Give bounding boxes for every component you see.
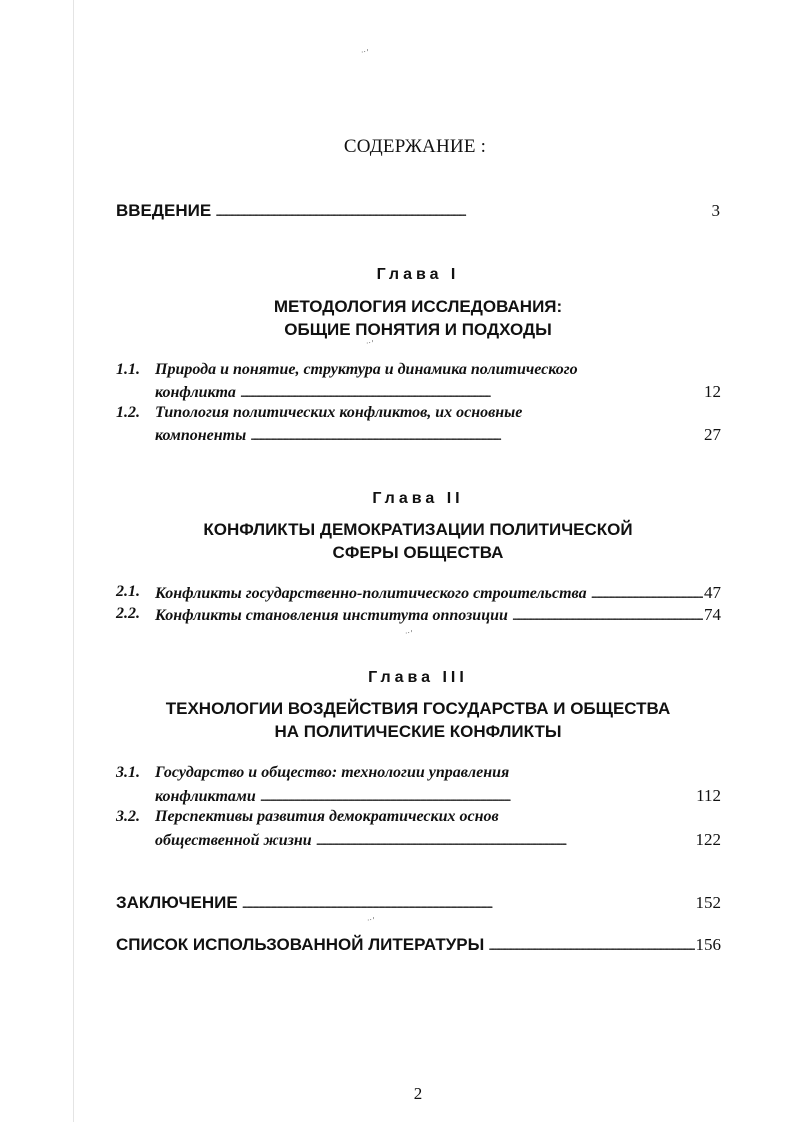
toc-entry-section[interactable]	[155, 583, 721, 603]
toc-page-number: 74	[704, 605, 721, 624]
toc-page-number: 27	[704, 425, 721, 444]
toc-page-number: 112	[696, 786, 721, 805]
contents-title: СОДЕРЖАНИЕ :	[343, 136, 487, 157]
section-number: 2.1.	[116, 583, 140, 600]
section-title-line: конфликта	[155, 384, 236, 401]
toc-entry-introduction[interactable]	[116, 201, 720, 221]
chapter-label: Глава II	[372, 490, 464, 507]
toc-entry-section[interactable]	[155, 425, 721, 445]
toc-page-number: 3	[711, 201, 720, 220]
section-number: 3.2.	[116, 808, 140, 825]
toc-entry-label: ЗАКЛЮЧЕНИЕ	[116, 893, 238, 912]
toc-entry-section[interactable]	[155, 830, 721, 850]
toc-page-number: 152	[695, 893, 721, 912]
dot-leader	[215, 201, 710, 221]
toc-page-number: 47	[704, 583, 721, 602]
page-number: 2	[413, 1084, 423, 1103]
scan-speck: ·ˑ'	[367, 916, 375, 925]
dot-leader	[260, 788, 695, 806]
chapter-title-line: ОБЩИЕ ПОНЯТИЯ И ПОДХОДЫ	[284, 320, 552, 339]
toc-page-number: 122	[695, 830, 721, 849]
dot-leader	[240, 384, 703, 402]
toc-entry-bibliography[interactable]	[116, 935, 721, 955]
scan-speck: ·ˑ'	[361, 48, 369, 57]
toc-page-number: 156	[695, 935, 721, 954]
toc-entry-section[interactable]	[155, 605, 721, 625]
dot-leader	[250, 427, 703, 445]
dot-leader	[316, 832, 695, 850]
section-title-line: компоненты	[155, 427, 247, 444]
toc-entry-section[interactable]	[155, 786, 721, 806]
dot-leader	[512, 607, 703, 625]
section-title-line: Конфликты становления института оппозиции	[155, 607, 508, 624]
toc-page-number: 12	[704, 382, 721, 401]
section-number: 3.1.	[116, 764, 140, 781]
section-title-line: общественной жизни	[155, 832, 312, 849]
toc-entry-label: ВВЕДЕНИЕ	[116, 201, 212, 220]
chapter-title-line: ТЕХНОЛОГИИ ВОЗДЕЙСТВИЯ ГОСУДАРСТВА И ОБЩЕСТВА	[165, 699, 671, 718]
toc-entry-label: СПИСОК ИСПОЛЬЗОВАННОЙ ЛИТЕРАТУРЫ	[116, 935, 485, 954]
dot-leader	[242, 893, 695, 913]
section-title-line: конфликтами	[155, 788, 256, 805]
dot-leader	[591, 585, 703, 603]
chapter-title-line: СФЕРЫ ОБЩЕСТВА	[332, 543, 504, 562]
chapter-label: Глава I	[376, 266, 460, 283]
section-number: 1.2.	[116, 404, 140, 421]
section-number: 1.1.	[116, 361, 140, 378]
toc-entry-conclusion[interactable]	[116, 893, 721, 913]
section-number: 2.2.	[116, 605, 140, 622]
dot-leader	[488, 935, 694, 955]
scan-speck: ·ˑ'	[366, 339, 374, 348]
toc-entry-section[interactable]	[155, 382, 721, 402]
chapter-title-line: НА ПОЛИТИЧЕСКИЕ КОНФЛИКТЫ	[274, 722, 562, 741]
chapter-label: Глава III	[368, 669, 468, 686]
chapter-title-line: МЕТОДОЛОГИЯ ИССЛЕДОВАНИЯ:	[273, 297, 563, 316]
chapter-title-line: КОНФЛИКТЫ ДЕМОКРАТИЗАЦИИ ПОЛИТИЧЕСКОЙ	[203, 520, 633, 539]
scan-speck: ·ˑ'	[405, 629, 413, 638]
section-title-line: Конфликты государственно-политического строительства	[155, 585, 587, 602]
section-title-line[interactable]: Государство и общество: технологии управления	[155, 764, 510, 781]
section-title-line[interactable]: Типология политических конфликтов, их основные	[155, 404, 523, 421]
section-title-line[interactable]: Перспективы развития демократических основ	[155, 808, 499, 825]
section-title-line[interactable]: Природа и понятие, структура и динамика политического	[155, 361, 578, 378]
